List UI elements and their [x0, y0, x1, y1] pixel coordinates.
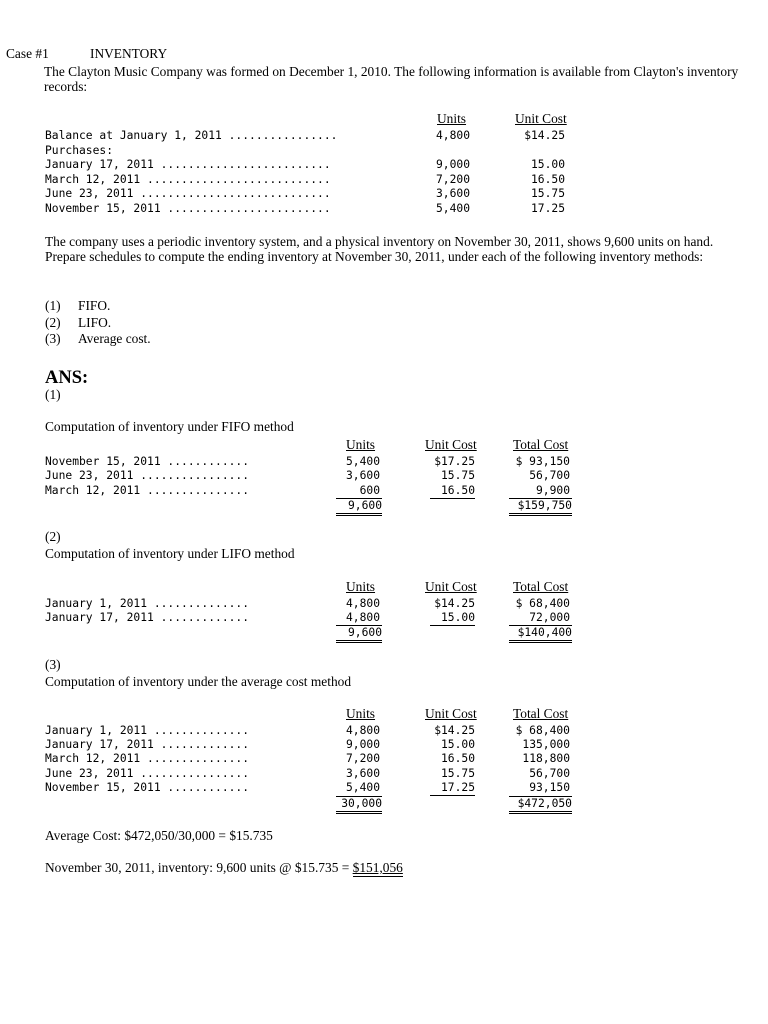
- records-row-units: 9,000: [435, 158, 470, 171]
- method-name: Average cost.: [78, 331, 151, 346]
- avg-row-units: 7,200: [345, 752, 380, 765]
- answer-heading: ANS:: [45, 368, 89, 388]
- records-row-label: March 12, 2011 ...........................: [45, 173, 331, 186]
- fifo-total-units: 9,600: [336, 498, 382, 516]
- avg-total-cost: $472,050: [509, 796, 572, 814]
- avg-number: (3): [45, 657, 61, 672]
- records-row-units: 7,200: [435, 173, 470, 186]
- avg-row-label: March 12, 2011 ...............: [45, 752, 250, 765]
- problem-text: The company uses a periodic inventory system, and a physical inventory on November 30, 2011, shows 9,600 units on hand. Prepare schedules to compute the ending inventory at November 30, 2011, under each of the following inventory methods:: [45, 234, 714, 264]
- avg-row-total: 135,000: [522, 738, 570, 751]
- lifo-number: (2): [45, 529, 61, 544]
- lifo-row-label: January 17, 2011 .............: [45, 611, 250, 624]
- intro-text: The Clayton Music Company was formed on December 1, 2010. The following information is available from Clayton's inventory records:: [44, 64, 739, 94]
- lifo-row-total: $ 68,400: [515, 597, 570, 610]
- records-row-cost: 16.50: [530, 173, 565, 186]
- fifo-row-cost: 15.75: [440, 469, 475, 482]
- average-cost-line: Average Cost: $472,050/30,000 = $15.735: [45, 828, 273, 843]
- fifo-row-total: 56,700: [529, 469, 570, 482]
- avg-header-cost: Unit Cost: [425, 706, 477, 721]
- case-topic: INVENTORY: [90, 46, 168, 61]
- records-units-header: Units: [437, 111, 467, 126]
- fifo-row-label: June 23, 2011 ................: [45, 469, 250, 482]
- lifo-row-cost: 15.00: [430, 611, 475, 626]
- lifo-row-total: 72,000: [529, 611, 570, 624]
- records-row-label: November 15, 2011 ........................: [45, 202, 331, 215]
- fifo-header-cost: Unit Cost: [425, 437, 477, 452]
- avg-row-label: January 17, 2011 .............: [45, 738, 250, 751]
- lifo-total-cost: $140,400: [509, 625, 572, 643]
- method-number: (1): [45, 298, 61, 313]
- avg-row-total: $ 68,400: [515, 724, 570, 737]
- lifo-row-label: January 1, 2011 ..............: [45, 597, 250, 610]
- fifo-title: Computation of inventory under FIFO method: [45, 419, 294, 434]
- lifo-total-units: 9,600: [336, 625, 382, 643]
- records-row-cost: 17.25: [530, 202, 565, 215]
- avg-row-cost: 15.00: [440, 738, 475, 751]
- fifo-header-units: Units: [346, 437, 376, 452]
- avg-header-total: Total Cost: [513, 706, 569, 721]
- intro-paragraph: [0, 64, 746, 94]
- avg-row-label: June 23, 2011 ................: [45, 767, 250, 780]
- avg-row-total: 56,700: [529, 767, 570, 780]
- avg-row-cost: 16.50: [440, 752, 475, 765]
- case-label: Case #1: [6, 46, 49, 61]
- records-row-label: Purchases:: [45, 144, 114, 157]
- fifo-row-total: $ 93,150: [515, 455, 570, 468]
- records-row-cost: 15.75: [530, 187, 565, 200]
- lifo-header-total: Total Cost: [513, 579, 569, 594]
- fifo-row-label: March 12, 2011 ...............: [45, 484, 250, 497]
- fifo-number: (1): [45, 387, 61, 402]
- avg-row-units: 5,400: [345, 781, 380, 794]
- avg-row-units: 4,800: [345, 724, 380, 737]
- fifo-header-total: Total Cost: [513, 437, 569, 452]
- avg-row-label: November 15, 2011 ............: [45, 781, 250, 794]
- avg-row-label: January 1, 2011 ..............: [45, 724, 250, 737]
- final-inventory-line: [45, 861, 403, 875]
- method-number: (3): [45, 331, 61, 346]
- records-cost-header: Unit Cost: [515, 111, 567, 126]
- method-number: (2): [45, 315, 61, 330]
- fifo-row-units: 5,400: [345, 455, 380, 468]
- fifo-row-units: 3,600: [345, 469, 380, 482]
- records-row-cost: 15.00: [530, 158, 565, 171]
- final-inventory-prefix: November 30, 2011, inventory: 9,600 units @ $15.735 =: [45, 860, 353, 875]
- avg-row-total: 118,800: [522, 752, 570, 765]
- avg-row-units: 3,600: [345, 767, 380, 780]
- records-row-cost: $14.25: [524, 129, 565, 142]
- avg-row-cost: $14.25: [434, 724, 475, 737]
- records-row-units: 4,800: [435, 129, 470, 142]
- method-name: FIFO.: [78, 298, 111, 313]
- fifo-row-units: 600: [359, 484, 380, 497]
- fifo-row-total: 9,900: [535, 484, 570, 497]
- avg-row-cost: 15.75: [440, 767, 475, 780]
- avg-row-total: 93,150: [529, 781, 570, 794]
- method-name: LIFO.: [78, 315, 112, 330]
- final-inventory-value: $151,056: [352, 860, 403, 875]
- records-row-units: 5,400: [435, 202, 470, 215]
- lifo-header-cost: Unit Cost: [425, 579, 477, 594]
- lifo-header-units: Units: [346, 579, 376, 594]
- lifo-row-units: 4,800: [345, 611, 380, 624]
- fifo-row-cost: $17.25: [434, 455, 475, 468]
- records-row-label: Balance at January 1, 2011 ................: [45, 129, 338, 142]
- records-row-label: June 23, 2011 ............................: [45, 187, 331, 200]
- lifo-row-units: 4,800: [345, 597, 380, 610]
- avg-title: Computation of inventory under the average cost method: [45, 674, 352, 689]
- records-row-units: 3,600: [435, 187, 470, 200]
- avg-row-units: 9,000: [345, 738, 380, 751]
- fifo-total-cost: $159,750: [509, 498, 572, 516]
- avg-row-cost: 17.25: [430, 781, 475, 796]
- fifo-row-cost: 16.50: [430, 484, 475, 499]
- fifo-row-label: November 15, 2011 ............: [45, 455, 250, 468]
- records-row-label: January 17, 2011 .........................: [45, 158, 331, 171]
- lifo-title: Computation of inventory under LIFO method: [45, 546, 295, 561]
- avg-total-units: 30,000: [336, 796, 382, 814]
- avg-header-units: Units: [346, 706, 376, 721]
- lifo-row-cost: $14.25: [434, 597, 475, 610]
